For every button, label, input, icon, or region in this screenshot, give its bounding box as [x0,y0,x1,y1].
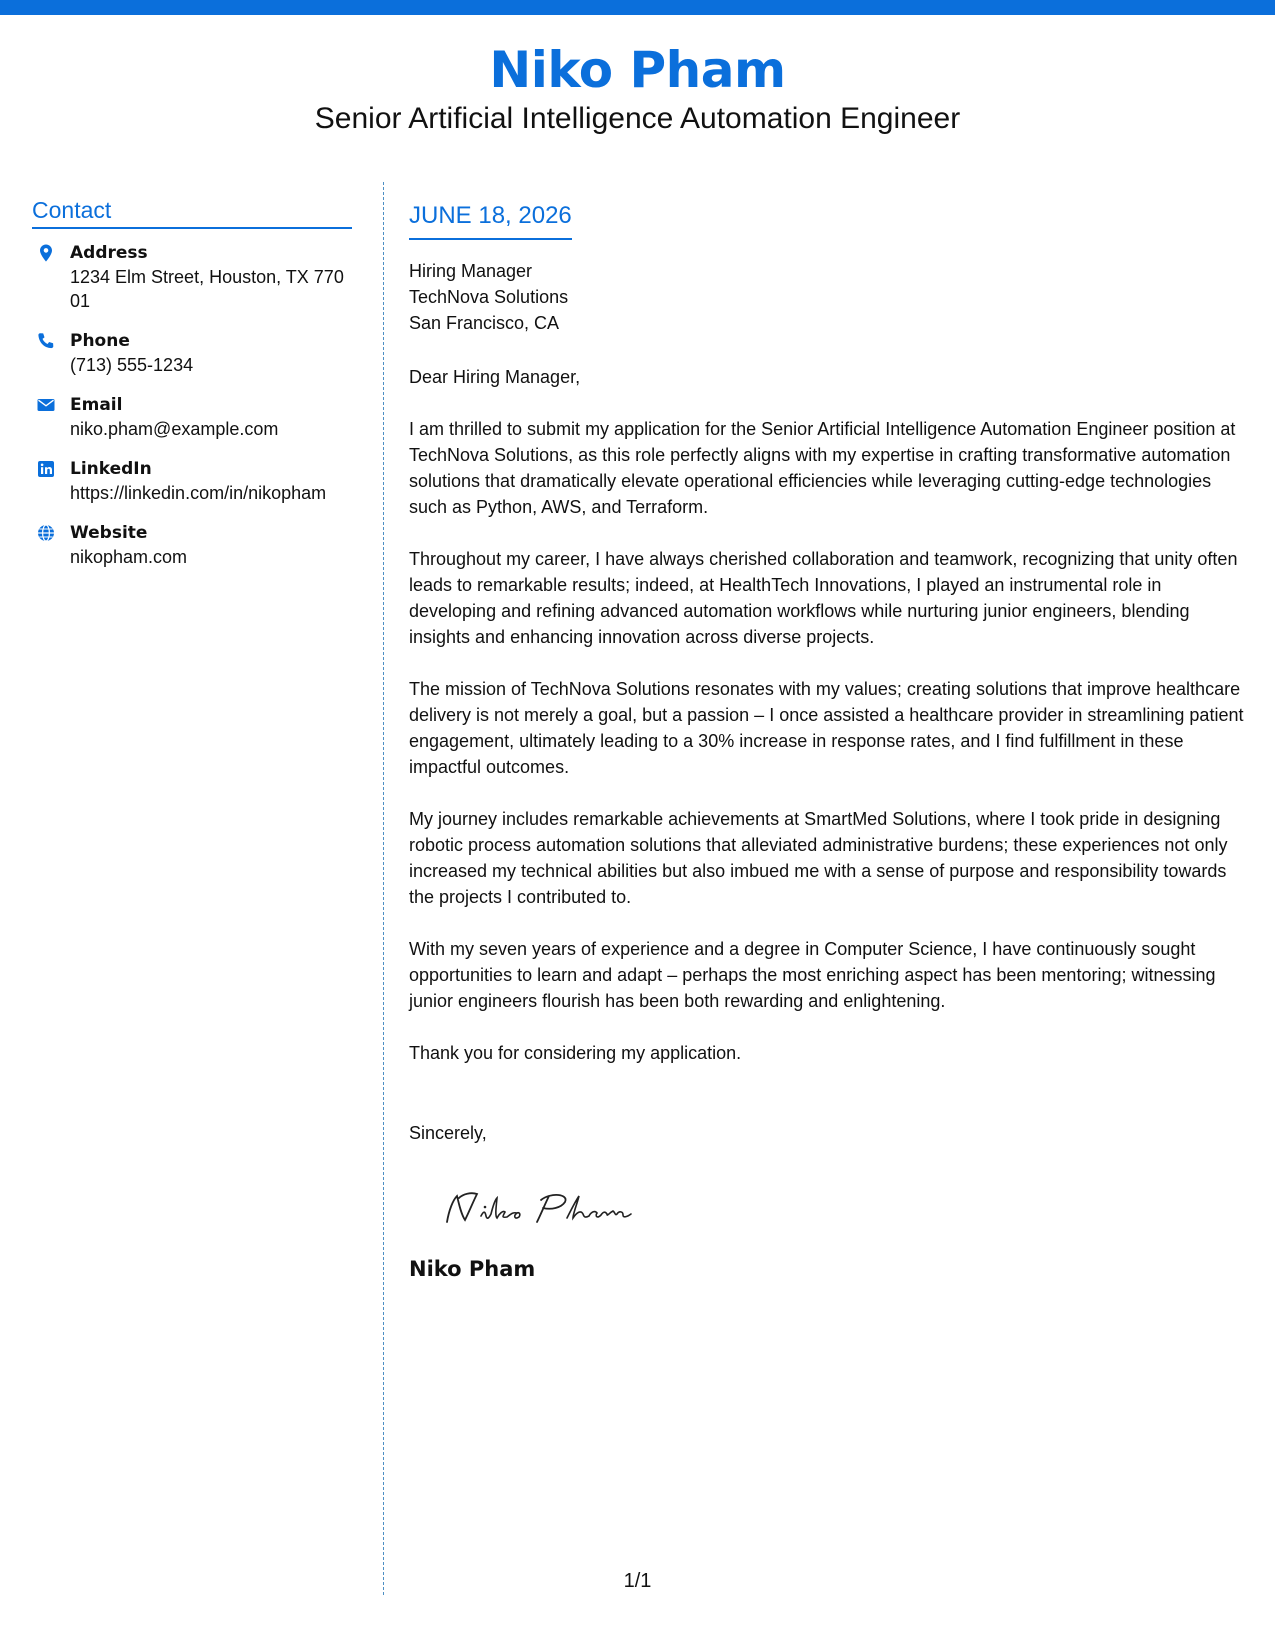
contact-label: Email [70,395,123,415]
contact-item-linkedin [32,457,352,505]
recipient-line: TechNova Solutions [409,287,569,307]
contact-list [32,241,352,569]
letter-paragraph: Thank you for considering my application. [409,1043,742,1063]
map-pin-icon [36,243,56,263]
contact-label: Phone [70,331,130,351]
handwritten-signature [441,1186,661,1232]
contact-title: Contact [32,196,352,229]
contact-label: LinkedIn [70,459,152,479]
envelope-icon [36,395,56,415]
letter-paragraph: Throughout my career, I have always cherished collaboration and teamwork, recognizing that unity often leads to remarkable results; indeed, at HealthTech Innovations, I played an instrumental role in developing and refining advanced automation workflows while nurturing junior engineers, blending insights and enhancing innovation across diverse projects. [409,549,1238,647]
signer-name: Niko Pham [409,1257,536,1281]
letter-header [0,40,1275,138]
globe-icon [36,523,56,543]
linkedin-icon [36,459,56,479]
contact-value: (713) 555-1234 [70,355,194,375]
contact-item-website [32,521,352,569]
contact-value: niko.pham@example.com [70,419,279,439]
letter-body [409,200,1244,1283]
recipient-line: San Francisco, CA [409,313,560,333]
greeting: Dear Hiring Manager, [409,367,581,387]
recipient-line: Hiring Manager [409,261,533,281]
letter-paragraph: My journey includes remarkable achievements at SmartMed Solutions, where I took pride in designing robotic process automation solutions that alleviated administrative burdens; these experiences not only increased my technical abilities but also imbued me with a sense of purpose and responsibility towards the projects I contributed to. [409,809,1228,907]
column-divider [383,182,384,1595]
phone-icon [36,331,56,351]
letter-paragraph: The mission of TechNova Solutions resonates with my values; creating solutions that improve healthcare delivery is not merely a goal, but a passion – I once assisted a healthcare provider in streamlining patient engagement, ultimately leading to a 30% increase in response rates, and I find fulfillment in these impactful outcomes. [409,679,1244,777]
contact-value: 1234 Elm Street, Houston, TX 77001 [70,267,344,311]
recipient-block [409,258,1244,336]
contact-item-phone [32,329,352,377]
contact-label: Website [70,523,148,543]
page-number: 1/1 [623,1570,652,1592]
letter-date: JUNE 18, 2026 [409,200,572,240]
letter-paragraph: With my seven years of experience and a degree in Computer Science, I have continuously sought opportunities to learn and adapt – perhaps the most enriching aspect has been mentoring; witnessing junior engineers flourish has been both rewarding and enlightening. [409,939,1216,1011]
contact-sidebar [32,196,352,585]
applicant-role: Senior Artificial Intelligence Automation Engineer [314,102,961,135]
contact-value: https://linkedin.com/in/nikopham [70,483,327,503]
contact-item-address [32,241,352,313]
contact-label: Address [70,243,148,263]
letter-paragraphs [409,416,1244,1066]
contact-item-email [32,393,352,441]
applicant-name: Niko Pham [489,41,786,99]
letter-paragraph: I am thrilled to submit my application for the Senior Artificial Intelligence Automation Engineer position at TechNova Solutions, as this role perfectly aligns with my expertise in crafting transformative automation solutions that dramatically elevate operational efficiencies while leveraging cutting-edge technologies such as Python, AWS, and Terraform. [409,419,1236,517]
closing: Sincerely, [409,1123,487,1143]
contact-value: nikopham.com [70,547,188,567]
top-accent-bar [0,0,1275,15]
